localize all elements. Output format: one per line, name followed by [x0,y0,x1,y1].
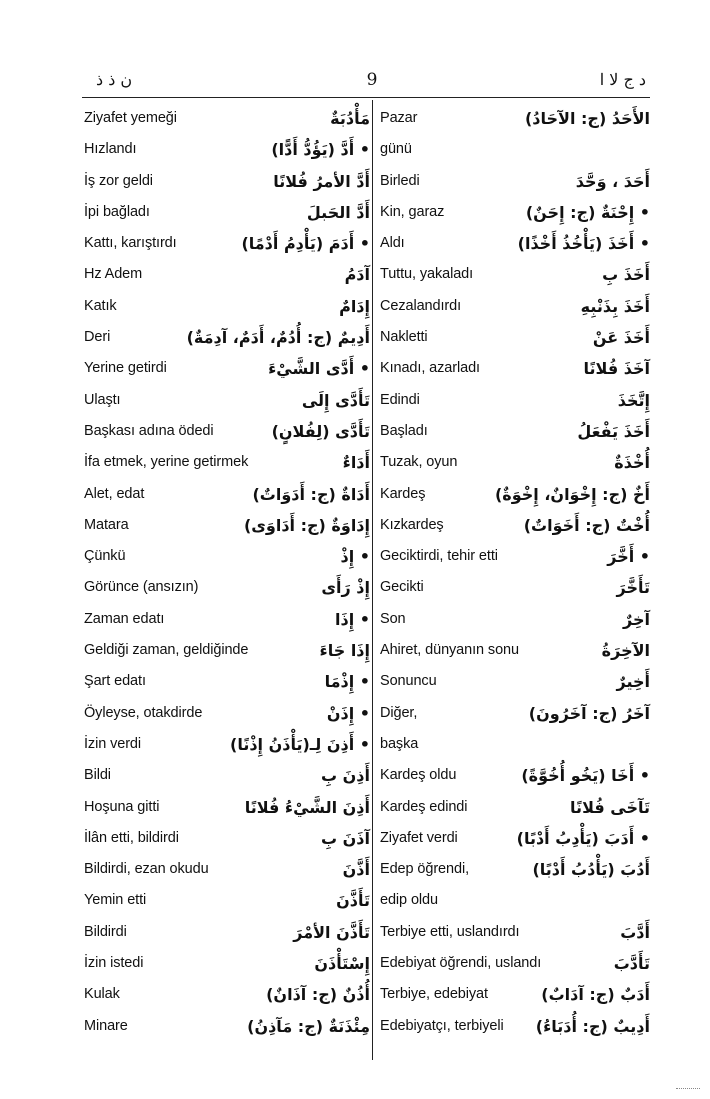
dictionary-entry [378,823,650,854]
dictionary-entry [378,197,650,228]
arabic-headword: أَدَّ الحَبلَ [306,202,370,222]
dictionary-entry [82,823,370,854]
dictionary-entry [378,698,650,729]
arabic-headword: تَأَذَّنَ الأمْرَ [293,922,370,942]
dictionary-entry [378,948,650,979]
turkish-meaning: Yemin etti [84,892,147,909]
left-column [82,103,370,1042]
dictionary-entry [378,510,650,541]
dictionary-entry [378,416,650,447]
turkish-meaning: Diğer, [380,704,418,721]
dictionary-entry [82,385,370,416]
arabic-headword: • أَخَا (يَخُو أُخُوَّةً) [521,766,650,786]
arabic-headword: تَأَدَّبَ [613,954,650,974]
turkish-meaning: Kardeş [380,485,426,502]
turkish-meaning: Çünkü [84,548,126,565]
dictionary-entry [82,698,370,729]
dictionary-entry [378,259,650,290]
dictionary-entry [82,917,370,948]
arabic-headword: آخَذَ فُلانًا [583,359,650,379]
arabic-headword: الآخِرَةُ [601,641,650,661]
arabic-headword: أَخِيرٌ [616,672,650,692]
arabic-headword: تَأَدَّى إِلَى [301,390,370,410]
turkish-meaning: Zaman edatı [84,610,165,627]
turkish-meaning: Başladı [380,422,428,439]
arabic-headword: مِئْذَنَةٌ (ج: مَآذِنُ) [247,1016,370,1036]
header-rule [82,97,650,98]
arabic-headword: أَذِنَ الشَّيْءُ فُلانًا [244,797,370,817]
arabic-headword: تَأَخَّرَ [616,578,650,598]
dictionary-entry [82,729,370,760]
dictionary-entry [378,134,650,165]
dictionary-entry [82,1011,370,1042]
dictionary-entry [82,103,370,134]
dictionary-entry [378,291,650,322]
turkish-meaning: Ulaştı [84,391,121,408]
arabic-headword: • أَدَبَ (يَأْدِبُ أَدْبًا) [516,828,650,848]
dictionary-entry [378,1011,650,1042]
arabic-headword: الأَحَدُ (ج: الآحَادُ) [524,109,650,128]
turkish-meaning: İpi bağladı [84,203,150,220]
turkish-meaning: Minare [84,1017,128,1034]
turkish-meaning: Tuttu, yakaladı [380,266,474,283]
turkish-meaning: Nakletti [380,329,428,346]
turkish-meaning: Hoşuna gitti [84,798,160,815]
arabic-headword: أُخْتٌ (ج: أَخَوَاتٌ) [523,515,650,535]
dictionary-entry [82,666,370,697]
arabic-headword: • إِحْنَةٌ (ج: إِحَنٌ) [525,202,650,222]
dictionary-entry [378,604,650,635]
arabic-headword: • أَدَّ (يَؤُدُّ أَدًّا) [271,140,370,160]
turkish-meaning: Ziyafet yemeği [84,110,177,126]
arabic-headword: أُخْذَةٌ [614,453,650,473]
turkish-meaning: Başkası adına ödedi [84,422,214,439]
dictionary-entry [378,228,650,259]
dictionary-entry [82,948,370,979]
dictionary-entry [82,604,370,635]
dictionary-entry [82,228,370,259]
dictionary-entry [82,792,370,823]
dictionary-entry [82,416,370,447]
turkish-meaning: Kızkardeş [380,516,444,533]
dictionary-entry [82,510,370,541]
arabic-headword: أَدِيمٌ (ج: أُدُمٌ، أَدَمٌ، آدِمَةٌ) [186,328,370,348]
dictionary-entry [378,479,650,510]
arabic-headword: إِتَّخَذَ [617,390,650,410]
turkish-meaning: Geciktirdi, tehir etti [380,548,498,565]
arabic-headword: • أَخَذَ (يَأْخُذُ أَخْذًا) [517,234,650,254]
dictionary-entry [378,385,650,416]
turkish-meaning: Bildirdi, ezan okudu [84,861,209,878]
dictionary-entry [378,729,650,760]
dictionary-entry [82,134,370,165]
arabic-headword: أَخٌ (ج: إِخْوَانٌ، إِخْوَةٌ) [494,484,650,504]
turkish-meaning: Kardeş edindi [380,798,468,815]
dictionary-entry [378,792,650,823]
arabic-headword: إِذْ رَأَى [321,578,370,598]
dictionary-entry [378,541,650,572]
turkish-meaning: Birledi [380,172,420,189]
arabic-headword: أَدَّبَ [620,922,650,942]
turkish-meaning: Sonuncu [380,673,437,690]
dictionary-entry [378,760,650,791]
dictionary-entry [82,166,370,197]
dictionary-entry [378,917,650,948]
turkish-meaning: Son [380,610,406,627]
turkish-meaning: Cezalandırdı [380,297,462,314]
turkish-meaning: başka [380,735,419,752]
arabic-headword: إِدَامٌ [339,296,370,316]
arabic-headword: • إِذَا [335,609,370,629]
arabic-headword: • أَخَّرَ [607,547,650,567]
turkish-meaning: Edebiyatçı, terbiyeli [380,1017,504,1034]
turkish-meaning: Görünce (ansızın) [84,579,199,596]
arabic-headword: • إِذْمَا [324,672,370,692]
page-number: 9 [366,70,378,90]
turkish-meaning: İş zor geldi [84,172,153,189]
dictionary-entry [82,259,370,290]
arabic-headword: إِدَاوَةٌ (ج: أَدَاوَى) [243,515,370,535]
arabic-headword: آخِرٌ [623,609,650,629]
dictionary-entry [378,885,650,916]
turkish-meaning: Terbiye, edebiyat [380,986,488,1003]
arabic-headword: إِسْتَأْذَنَ [314,954,370,974]
arabic-headword: أَخَذَ بِذَنْبِهِ [580,296,650,316]
dictionary-entry [378,666,650,697]
turkish-meaning: Bildi [84,767,111,784]
turkish-meaning: edip oldu [380,892,438,909]
arabic-headword: أَذَّنَ [342,860,370,880]
turkish-meaning: Yerine getirdi [84,360,167,377]
dictionary-entry [82,322,370,353]
arabic-headword: تَأَذَّنَ [336,891,370,911]
turkish-meaning: Edep öğrendi, [380,861,469,878]
turkish-meaning: Geldiği zaman, geldiğinde [84,642,249,659]
turkish-meaning: Gecikti [380,579,424,596]
turkish-meaning: Kulak [84,986,120,1003]
dictionary-entry [82,760,370,791]
header-letters-right: د ج لا ا [599,70,646,89]
arabic-headword: أَخَذَ يَفْعَلُ [577,421,650,441]
turkish-meaning: İfa etmek, yerine getirmek [84,454,249,471]
arabic-headword: تَآخَى فُلانًا [570,797,650,817]
turkish-meaning: Ahiret, dünyanın sonu [380,642,519,659]
arabic-headword: تَأَدَّى (لِفُلانٍ) [271,421,370,441]
dictionary-entry [82,353,370,384]
dictionary-entry [378,166,650,197]
arabic-headword: أُذُنٌ (ج: آذَانٌ) [266,985,370,1005]
arabic-headword: أَدَاءٌ [342,453,370,473]
arabic-headword: آدَمُ [344,265,370,285]
arabic-headword: • أَذِنَ لِـ(يَأْذَنُ إِذْنًا) [230,734,370,754]
arabic-headword: أَخَذَ بِ [602,265,650,285]
turkish-meaning: Şart edatı [84,673,146,690]
turkish-meaning: İzin verdi [84,735,142,752]
arabic-headword: آخَرُ (ج: آخَرُونَ) [528,703,650,723]
header-letters-left: ن ذ ذ [96,70,133,89]
arabic-headword: أَحَدَ ، وَحَّدَ [575,171,650,191]
arabic-headword: أَدَاةٌ (ج: أَدَوَاتٌ) [252,484,370,504]
dictionary-entry [378,572,650,603]
dictionary-entry [82,291,370,322]
turkish-meaning: Edebiyat öğrendi, uslandı [380,955,542,972]
turkish-meaning: İlân etti, bildirdi [84,829,179,846]
turkish-meaning: Terbiye etti, uslandırdı [380,923,520,940]
scan-specks [676,1088,700,1091]
arabic-headword: أَدَّ الأمرُ فُلانًا [273,171,370,191]
dictionary-entry [378,635,650,666]
arabic-headword: إِذَا جَاءَ [319,641,370,661]
arabic-headword: أَخَذَ عَنْ [592,328,650,348]
turkish-meaning: Tuzak, oyun [380,454,458,471]
dictionary-entry [378,322,650,353]
arabic-headword: أَدِيبٌ (ج: أُدَبَاءُ) [535,1016,650,1036]
dictionary-entry [82,885,370,916]
turkish-meaning: Pazar [380,110,418,126]
turkish-meaning: Matara [84,516,129,533]
arabic-headword: مَأْدُبَةٌ [330,109,370,128]
turkish-meaning: Hızlandı [84,141,137,158]
turkish-meaning: Ziyafet verdi [380,829,458,846]
dictionary-entry [378,103,650,134]
turkish-meaning: Edindi [380,391,420,408]
turkish-meaning: Kattı, karıştırdı [84,235,177,252]
arabic-headword: • إِذَنْ [326,703,370,723]
turkish-meaning: Öyleyse, otakdirde [84,704,203,721]
dictionary-entry [378,979,650,1010]
arabic-headword: آذَنَ بِ [321,828,370,848]
dictionary-entry [82,197,370,228]
turkish-meaning: İzin istedi [84,955,144,972]
dictionary-entry [378,447,650,478]
dictionary-entry [82,479,370,510]
turkish-meaning: Aldı [380,235,405,252]
turkish-meaning: Hz Adem [84,266,143,283]
arabic-headword: أَذِنَ بِ [321,766,370,786]
dictionary-entry [82,854,370,885]
arabic-headword: • أَدَمَ (يَأْدِمُ أَدْمًا) [241,234,370,254]
turkish-meaning: Deri [84,329,111,346]
arabic-headword: • أَدَّى الشَّيْءَ [268,359,370,379]
turkish-meaning: Alet, edat [84,485,145,502]
turkish-meaning: Bildirdi [84,923,127,940]
dictionary-entry [378,353,650,384]
dictionary-entry [82,541,370,572]
dictionary-entry [82,447,370,478]
column-divider [372,100,373,1060]
dictionary-entry [82,572,370,603]
dictionary-entry [82,979,370,1010]
turkish-meaning: Kin, garaz [380,203,445,220]
arabic-headword: • إِذْ [340,547,370,567]
right-column [378,103,650,1042]
turkish-meaning: günü [380,141,412,158]
turkish-meaning: Kınadı, azarladı [380,360,480,377]
dictionary-entry [378,854,650,885]
turkish-meaning: Kardeş oldu [380,767,457,784]
dictionary-entry [82,635,370,666]
arabic-headword: أَدُبَ (يَأْدُبُ أَدْبًا) [532,860,650,880]
turkish-meaning: Katık [84,297,117,314]
arabic-headword: أَدَبٌ (ج: آدَابٌ) [541,985,650,1005]
